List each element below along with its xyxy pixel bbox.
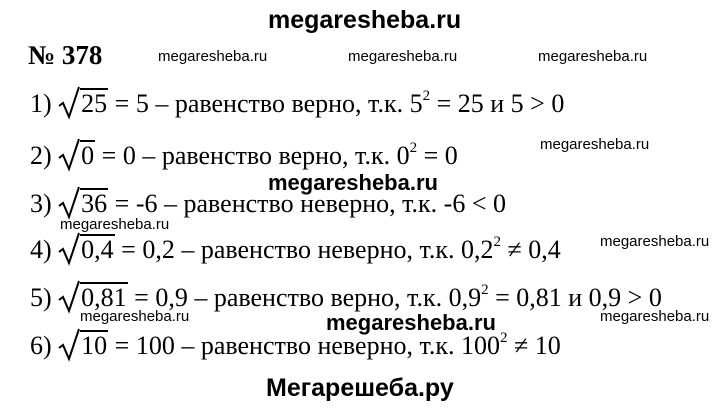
- radical-sign-icon: [58, 186, 80, 220]
- solution-line-3: [30, 188, 506, 219]
- square-root: [58, 140, 95, 171]
- equation-tail: ≠ 0,4: [501, 235, 561, 264]
- radicand: 25: [81, 89, 108, 118]
- item-number: 6): [30, 331, 52, 360]
- equation-tail: = 0: [417, 141, 458, 170]
- radicand: 10: [81, 331, 108, 360]
- watermark: megaresheba.ru: [600, 233, 710, 250]
- solution-line-1: [30, 88, 564, 119]
- radical-sign-icon: [58, 328, 80, 362]
- radical-sign-icon: [58, 280, 80, 314]
- radicand: 0: [81, 141, 95, 170]
- exponent: 2: [422, 88, 431, 104]
- watermark: megaresheba.ru: [158, 48, 268, 65]
- equation-text: = 100 – равенство неверно, т.к. 100: [108, 331, 501, 360]
- square-root: [58, 234, 115, 265]
- radicand: 0,81: [81, 283, 127, 312]
- watermark: megaresheba.ru: [60, 216, 170, 233]
- solution-line-6: [30, 330, 561, 361]
- item-number: 3): [30, 189, 52, 218]
- radical-sign-icon: [58, 86, 80, 120]
- equation-text: = 5 – равенство верно, т.к. 5: [108, 89, 423, 118]
- item-number: 2): [30, 141, 52, 170]
- radical-sign-icon: [58, 232, 80, 266]
- equation-tail: = 25 и 5 > 0: [430, 89, 565, 118]
- watermark: megaresheba.ru: [326, 310, 496, 335]
- watermark: megaresheba.ru: [538, 48, 648, 65]
- square-root: [58, 330, 108, 361]
- equation-text: = 0,9 – равенство верно, т.к. 0,9: [127, 283, 482, 312]
- task-number: № 378: [28, 40, 103, 70]
- square-root: [58, 88, 108, 119]
- radicand: 0,4: [81, 235, 114, 264]
- watermark: megaresheba.ru: [600, 308, 710, 325]
- watermark: megaresheba.ru: [540, 136, 650, 153]
- equation-text: = 0,2 – равенство неверно, т.к. 0,2: [114, 235, 494, 264]
- header-watermark[interactable]: megaresheba.ru: [268, 6, 462, 34]
- exponent: 2: [409, 140, 418, 156]
- watermark: megaresheba.ru: [348, 48, 458, 65]
- radicand: 36: [81, 189, 108, 218]
- item-number: 5): [30, 283, 52, 312]
- equation-tail: ≠ 10: [507, 331, 561, 360]
- square-root: [58, 188, 108, 219]
- exponent: 2: [481, 282, 489, 298]
- watermark: megaresheba.ru: [80, 308, 190, 325]
- radical-sign-icon: [58, 138, 80, 172]
- exponent: 2: [493, 234, 502, 250]
- watermark: megaresheba.ru: [268, 170, 438, 195]
- equation-text: = 0 – равенство верно, т.к. 0: [95, 141, 410, 170]
- item-number: 4): [30, 235, 52, 264]
- equation-tail: = 0,81 и 0,9 > 0: [488, 283, 662, 312]
- equation-text: = -6 – равенство неверно, т.к. -6 < 0: [108, 189, 507, 218]
- solution-line-4: [30, 234, 561, 265]
- item-number: 1): [30, 89, 52, 118]
- solution-line-2: [30, 140, 458, 171]
- exponent: 2: [500, 330, 508, 346]
- footer-watermark[interactable]: Мегарешеба.ру: [266, 374, 454, 402]
